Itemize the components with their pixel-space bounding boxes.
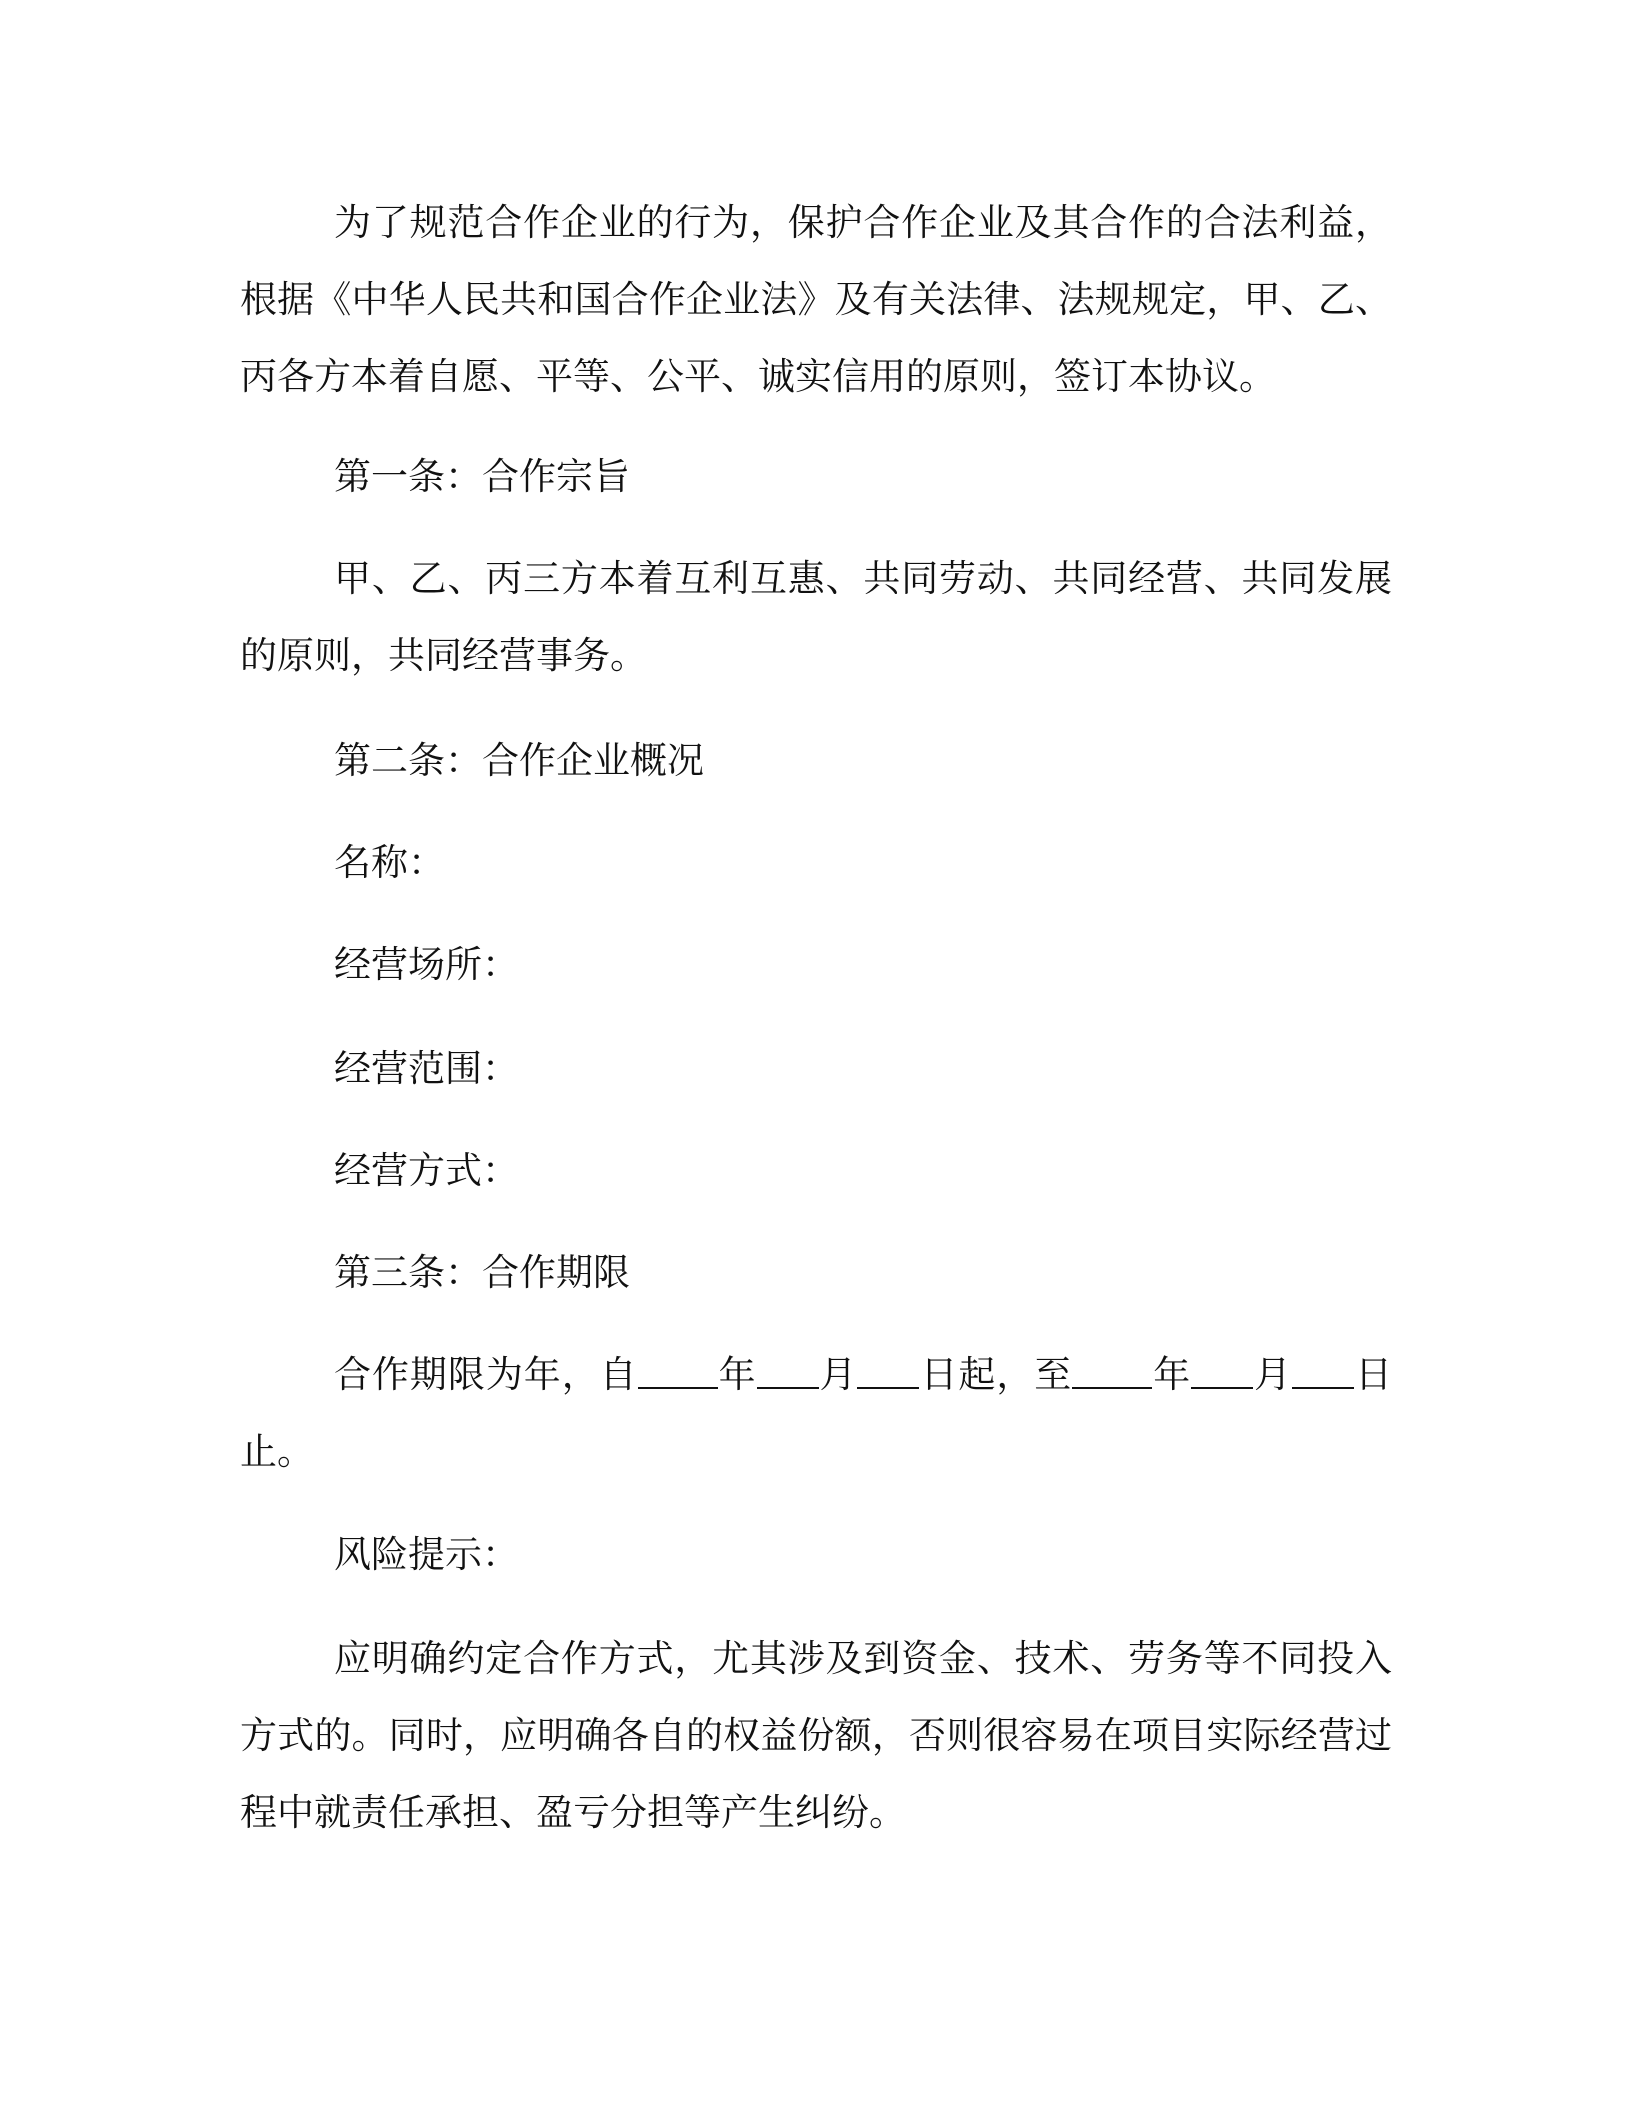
- term-month-label-2: 月: [1253, 1353, 1293, 1396]
- term-year-label-2: 年: [1152, 1353, 1192, 1396]
- blank-end-year: [1072, 1357, 1152, 1389]
- intro-paragraph: 为了规范合作企业的行为，保护合作企业及其合作的合法利益，根据《中华人民共和国合作企业法》及有关法律、法规规定，甲、乙、丙各方本着自愿、平等、公平、诚实信用的原则，签订本协议。: [240, 201, 1392, 398]
- blank-end-day: [1292, 1357, 1354, 1389]
- term-day-end-label: 日止。: [240, 1353, 1393, 1473]
- field-scope-label: 经营范围：: [334, 1047, 519, 1090]
- article-1-title: 第一条：合作宗旨: [334, 455, 630, 498]
- term-paragraph: [240, 1336, 1392, 1490]
- term-day-start-label: 日起，至: [919, 1353, 1073, 1396]
- term-month-label: 月: [818, 1353, 858, 1396]
- term-text-start: 合作期限为年，自: [334, 1353, 638, 1396]
- field-method-label: 经营方式：: [334, 1149, 519, 1192]
- article-1-body: 甲、乙、丙三方本着互利互惠、共同劳动、共同经营、共同发展的原则，共同经营事务。: [240, 557, 1392, 677]
- blank-end-month: [1191, 1357, 1253, 1389]
- risk-body: 应明确约定合作方式，尤其涉及到资金、技术、劳务等不同投入方式的。同时，应明确各自的权益份额，否则很容易在项目实际经营过程中就责任承担、盈亏分担等产生纠纷。: [240, 1637, 1392, 1834]
- article-2-title: 第二条：合作企业概况: [334, 739, 704, 782]
- blank-start-year: [638, 1357, 718, 1389]
- blank-start-month: [757, 1357, 819, 1389]
- field-name-label: 名称：: [334, 841, 445, 884]
- term-year-label: 年: [717, 1353, 757, 1396]
- blank-start-day: [857, 1357, 919, 1389]
- article-3-title: 第三条：合作期限: [334, 1251, 630, 1294]
- risk-title: 风险提示：: [334, 1533, 519, 1576]
- field-place-label: 经营场所：: [334, 943, 519, 986]
